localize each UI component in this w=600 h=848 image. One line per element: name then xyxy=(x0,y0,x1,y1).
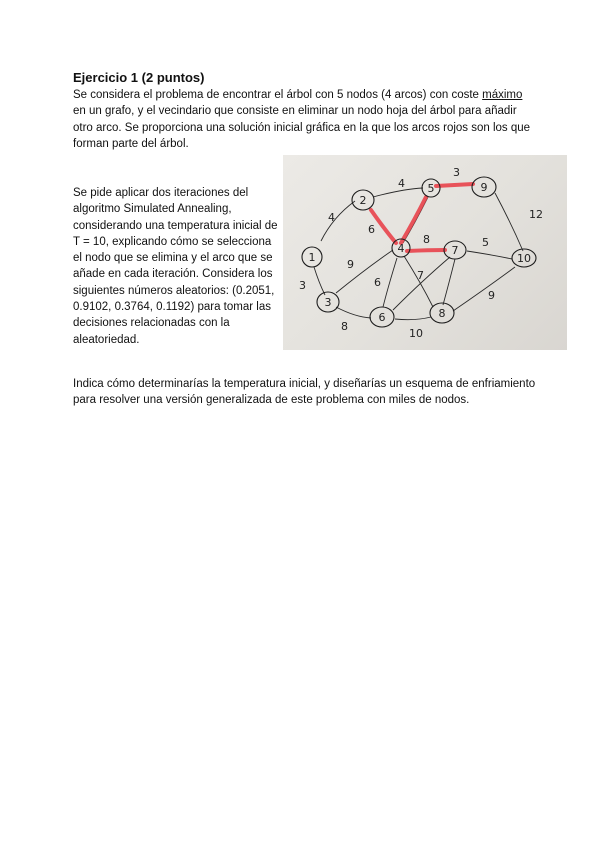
node-1 xyxy=(302,247,322,267)
node-7 xyxy=(444,241,466,259)
weight-3-4: 9 xyxy=(347,258,354,271)
edge-1-3 xyxy=(314,267,325,295)
weight-6-7: 7 xyxy=(417,269,424,282)
edge-6-7 xyxy=(393,257,450,310)
intro-text-start: Se considera el problema de encontrar el árbol con 5 nodos (4 arcos) con coste xyxy=(73,89,479,101)
graph-drawing xyxy=(283,155,567,350)
edge-6-8 xyxy=(395,317,431,320)
node-8-label: 8 xyxy=(438,307,446,320)
tree-edge-5-9 xyxy=(436,184,473,186)
weight-4-6: 6 xyxy=(374,276,381,289)
intro-paragraph xyxy=(73,87,533,152)
closing-paragraph: Indica cómo determinarías la temperatura inicial, y diseñarías un esquema de enfriamiento para resolver una versión generalizada de este problema con miles de nodos. xyxy=(73,378,536,407)
node-7-label: 7 xyxy=(451,244,459,257)
weight-6-8: 10 xyxy=(409,327,423,340)
node-1-label: 1 xyxy=(308,251,316,264)
node-2 xyxy=(352,190,374,210)
weight-3-6: 8 xyxy=(341,320,348,333)
node-8 xyxy=(430,303,454,323)
node-6-label: 6 xyxy=(378,311,386,324)
node-4 xyxy=(392,239,410,257)
weight-5-9: 3 xyxy=(453,166,460,179)
weight-1-3: 3 xyxy=(299,279,306,292)
edge-8-10 xyxy=(453,267,515,311)
weight-9-10: 12 xyxy=(529,208,543,221)
node-5 xyxy=(422,179,440,197)
edge-4-6 xyxy=(383,258,397,307)
weight-2-left: 4 xyxy=(328,211,335,224)
weight-2-4: 6 xyxy=(368,223,375,236)
weight-8-10: 9 xyxy=(488,289,495,302)
weight-2-5: 4 xyxy=(398,177,405,190)
edge-7-10 xyxy=(467,251,512,259)
graph-photo xyxy=(283,155,567,350)
weight-4-7: 8 xyxy=(423,233,430,246)
weight-7-10: 5 xyxy=(482,236,489,249)
intro-text-end: en un grafo, y el vecindario que consiste en eliminar un nodo hoja del árbol para añadir otro arco. Se proporciona una solución inicial gráfica en la que los arcos rojos son los que forman parte del árbol. xyxy=(73,105,531,150)
node-5-label: 5 xyxy=(427,182,435,195)
edge-2-left xyxy=(321,201,355,241)
node-6 xyxy=(370,307,394,327)
exercise-title: Ejercicio 1 (2 puntos) xyxy=(73,70,205,85)
node-9 xyxy=(472,177,496,197)
node-9-label: 9 xyxy=(480,181,488,194)
intro-underlined-word: máximo xyxy=(482,89,523,101)
edge-9-10 xyxy=(495,193,523,251)
task-paragraph: Se pide aplicar dos iteraciones del algoritmo Simulated Annealing, considerando una temperatura inicial de T = 10, explicando cómo se selecciona el nodo que se elimina y el arco que se añade en cada iteración. Considera los siguientes números aleatorios: (0.2051, 0.9102, 0.3764, 0.1192) para tomar las decisiones relacionadas con la aleatoriedad. xyxy=(73,187,278,346)
node-3 xyxy=(317,292,339,312)
edge-3-4 xyxy=(336,250,393,293)
node-10 xyxy=(512,249,536,267)
tree-edge-4-7 xyxy=(407,250,445,251)
edge-3-6 xyxy=(336,307,371,318)
node-3-label: 3 xyxy=(324,296,332,309)
node-4-label: 4 xyxy=(397,242,405,255)
node-10-label: 10 xyxy=(517,252,531,265)
edge-7-8 xyxy=(443,259,455,305)
node-2-label: 2 xyxy=(359,194,367,207)
